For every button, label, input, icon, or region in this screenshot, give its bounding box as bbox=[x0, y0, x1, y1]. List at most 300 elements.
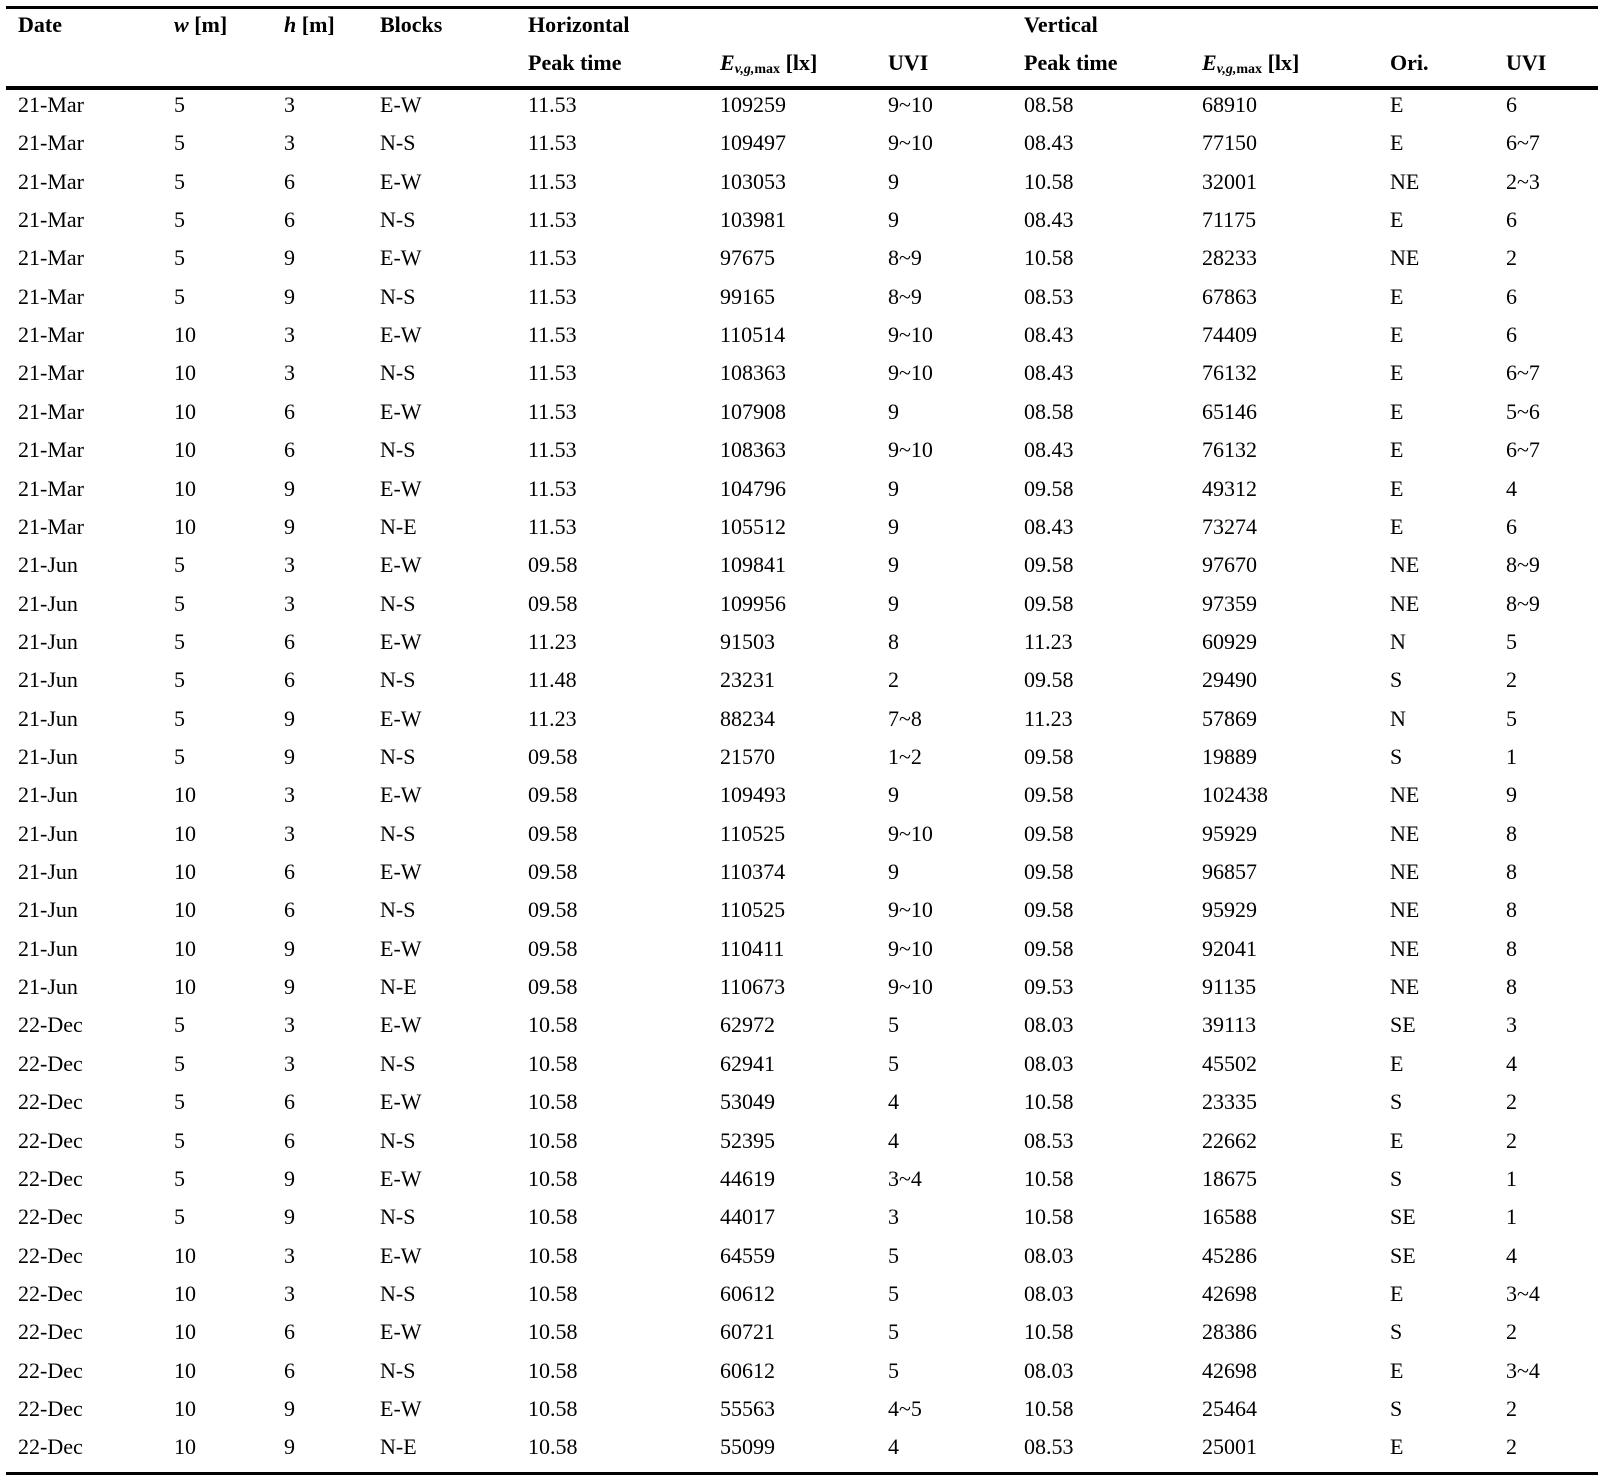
cell-h-uvi: 5 bbox=[888, 1319, 899, 1345]
cell-v-uvi: 5 bbox=[1506, 628, 1517, 654]
header-width-unit: [m] bbox=[188, 12, 228, 37]
cell-orientation: E bbox=[1390, 92, 1404, 117]
cell-h-peak-time: 09.58 bbox=[528, 935, 578, 961]
cell-width: 5 bbox=[174, 1050, 185, 1076]
cell-h-peak-time: 11.23 bbox=[528, 705, 577, 731]
cell-date: 21-Jun bbox=[18, 628, 78, 654]
cell-width: 5 bbox=[174, 1204, 185, 1230]
cell-width: 5 bbox=[174, 1089, 185, 1115]
cell-h-peak-time: 11.53 bbox=[528, 322, 577, 348]
cell-orientation: E bbox=[1390, 283, 1404, 309]
cell-height: 9 bbox=[284, 1165, 295, 1191]
cell-width: 5 bbox=[174, 628, 185, 654]
cell-date: 22-Dec bbox=[18, 1050, 83, 1076]
cell-orientation: E bbox=[1390, 475, 1404, 501]
cell-h-illuminance: 44017 bbox=[720, 1204, 775, 1230]
cell-v-peak-time: 08.53 bbox=[1024, 283, 1074, 309]
cell-v-peak-time: 08.58 bbox=[1024, 92, 1074, 117]
cell-v-peak-time: 08.43 bbox=[1024, 437, 1074, 463]
cell-h-uvi: 8~9 bbox=[888, 283, 922, 309]
cell-v-illuminance: 73274 bbox=[1202, 513, 1257, 539]
cell-h-uvi: 8 bbox=[888, 628, 899, 654]
cell-h-uvi: 9~10 bbox=[888, 130, 933, 156]
cell-h-peak-time: 10.58 bbox=[528, 1242, 578, 1268]
cell-h-peak-time: 10.58 bbox=[528, 1395, 578, 1421]
cell-h-peak-time: 11.53 bbox=[528, 92, 577, 117]
cell-orientation: E bbox=[1390, 1050, 1404, 1076]
cell-h-uvi: 3 bbox=[888, 1204, 899, 1230]
cell-width: 10 bbox=[174, 322, 196, 348]
cell-h-illuminance: 88234 bbox=[720, 705, 775, 731]
header-h-uvi: UVI bbox=[888, 50, 929, 75]
cell-v-illuminance: 76132 bbox=[1202, 360, 1257, 386]
cell-v-peak-time: 09.58 bbox=[1024, 859, 1074, 884]
cell-v-peak-time: 08.43 bbox=[1024, 130, 1074, 156]
cell-h-peak-time: 11.53 bbox=[528, 130, 577, 156]
cell-blocks: E-W bbox=[380, 1242, 422, 1268]
cell-v-illuminance: 25464 bbox=[1202, 1395, 1257, 1421]
cell-h-illuminance: 23231 bbox=[720, 667, 775, 693]
cell-orientation: S bbox=[1390, 744, 1403, 769]
cell-height: 6 bbox=[284, 859, 295, 884]
cell-v-illuminance: 76132 bbox=[1202, 437, 1257, 463]
cell-date: 21-Jun bbox=[18, 744, 78, 769]
cell-width: 10 bbox=[174, 1434, 196, 1460]
cell-v-uvi: 1 bbox=[1506, 744, 1517, 769]
cell-h-peak-time: 10.58 bbox=[528, 1012, 578, 1038]
cell-h-illuminance: 110525 bbox=[720, 897, 786, 923]
cell-v-uvi: 8 bbox=[1506, 974, 1517, 1000]
cell-h-uvi: 4 bbox=[888, 1127, 899, 1153]
cell-height: 6 bbox=[284, 207, 295, 233]
header-h-e-subscript-max: max bbox=[754, 62, 781, 77]
cell-v-illuminance: 97670 bbox=[1202, 552, 1257, 578]
cell-v-uvi: 6 bbox=[1506, 92, 1517, 117]
cell-v-peak-time: 09.58 bbox=[1024, 935, 1074, 961]
cell-blocks: N-S bbox=[380, 1280, 416, 1306]
cell-h-peak-time: 11.53 bbox=[528, 168, 577, 194]
cell-h-illuminance: 110514 bbox=[720, 322, 786, 348]
cell-v-peak-time: 10.58 bbox=[1024, 245, 1074, 271]
header-blocks: Blocks bbox=[380, 12, 443, 37]
cell-v-peak-time: 10.58 bbox=[1024, 1395, 1074, 1421]
cell-width: 10 bbox=[174, 475, 196, 501]
cell-h-peak-time: 09.58 bbox=[528, 859, 578, 884]
cell-v-peak-time: 10.58 bbox=[1024, 168, 1074, 194]
cell-v-uvi: 8~9 bbox=[1506, 590, 1540, 616]
cell-width: 5 bbox=[174, 207, 185, 233]
cell-v-illuminance: 42698 bbox=[1202, 1357, 1257, 1383]
cell-height: 9 bbox=[284, 245, 295, 271]
cell-width: 5 bbox=[174, 130, 185, 156]
cell-orientation: NE bbox=[1390, 782, 1420, 808]
cell-h-peak-time: 09.58 bbox=[528, 552, 578, 578]
cell-v-illuminance: 29490 bbox=[1202, 667, 1257, 693]
cell-h-illuminance: 62972 bbox=[720, 1012, 775, 1038]
cell-v-illuminance: 49312 bbox=[1202, 475, 1257, 501]
cell-v-illuminance: 39113 bbox=[1202, 1012, 1257, 1038]
cell-h-uvi: 9~10 bbox=[888, 935, 933, 961]
cell-v-illuminance: 97359 bbox=[1202, 590, 1257, 616]
cell-h-illuminance: 60612 bbox=[720, 1357, 775, 1383]
cell-height: 3 bbox=[284, 1280, 295, 1306]
cell-orientation: E bbox=[1390, 437, 1404, 463]
header-v-e-subscript: v,g, bbox=[1216, 62, 1237, 77]
cell-date: 22-Dec bbox=[18, 1280, 83, 1306]
cell-width: 5 bbox=[174, 245, 185, 271]
cell-h-peak-time: 10.58 bbox=[528, 1127, 578, 1153]
cell-h-illuminance: 64559 bbox=[720, 1242, 775, 1268]
cell-blocks: N-S bbox=[380, 130, 416, 156]
header-v-e-unit: [lx] bbox=[1262, 50, 1300, 75]
cell-h-uvi: 9 bbox=[888, 552, 899, 578]
cell-h-uvi: 9~10 bbox=[888, 974, 933, 1000]
header-v-peak-time: Peak time bbox=[1024, 50, 1118, 75]
cell-orientation: S bbox=[1390, 1395, 1403, 1421]
cell-v-uvi: 9 bbox=[1506, 782, 1517, 808]
header-v-illuminance bbox=[1202, 50, 1299, 83]
cell-width: 10 bbox=[174, 1280, 196, 1306]
cell-width: 5 bbox=[174, 168, 185, 194]
cell-h-uvi: 9 bbox=[888, 782, 899, 808]
cell-v-peak-time: 10.58 bbox=[1024, 1089, 1074, 1115]
cell-date: 21-Mar bbox=[18, 130, 84, 156]
cell-h-uvi: 9 bbox=[888, 168, 899, 194]
cell-h-illuminance: 109259 bbox=[720, 92, 786, 117]
cell-h-peak-time: 11.53 bbox=[528, 398, 577, 424]
cell-h-uvi: 5 bbox=[888, 1050, 899, 1076]
cell-h-illuminance: 55099 bbox=[720, 1434, 775, 1460]
cell-v-illuminance: 23335 bbox=[1202, 1089, 1257, 1115]
cell-v-uvi: 2 bbox=[1506, 667, 1517, 693]
cell-height: 3 bbox=[284, 1242, 295, 1268]
cell-height: 3 bbox=[284, 130, 295, 156]
cell-h-peak-time: 09.58 bbox=[528, 820, 578, 846]
header-h-e-unit: [lx] bbox=[780, 50, 818, 75]
cell-h-peak-time: 10.58 bbox=[528, 1434, 578, 1460]
cell-height: 3 bbox=[284, 552, 295, 578]
cell-v-uvi: 2 bbox=[1506, 1395, 1517, 1421]
cell-v-peak-time: 08.03 bbox=[1024, 1050, 1074, 1076]
cell-h-illuminance: 103981 bbox=[720, 207, 786, 233]
cell-h-peak-time: 11.53 bbox=[528, 437, 577, 463]
cell-blocks: N-E bbox=[380, 974, 417, 1000]
cell-v-uvi: 3~4 bbox=[1506, 1280, 1540, 1306]
cell-blocks: E-W bbox=[380, 1319, 422, 1345]
cell-h-illuminance: 109841 bbox=[720, 552, 786, 578]
cell-orientation: E bbox=[1390, 360, 1404, 386]
cell-blocks: E-W bbox=[380, 552, 422, 578]
cell-v-uvi: 4 bbox=[1506, 1242, 1517, 1268]
cell-orientation: N bbox=[1390, 705, 1406, 731]
cell-v-uvi: 1 bbox=[1506, 1165, 1517, 1191]
cell-orientation: S bbox=[1390, 1165, 1403, 1191]
cell-date: 21-Jun bbox=[18, 667, 78, 693]
cell-orientation: SE bbox=[1390, 1012, 1416, 1038]
cell-date: 22-Dec bbox=[18, 1357, 83, 1383]
cell-v-illuminance: 77150 bbox=[1202, 130, 1257, 156]
cell-v-peak-time: 10.58 bbox=[1024, 1165, 1074, 1191]
cell-blocks: N-S bbox=[380, 207, 416, 233]
cell-blocks: E-W bbox=[380, 1089, 422, 1115]
cell-date: 22-Dec bbox=[18, 1204, 83, 1230]
cell-v-peak-time: 08.53 bbox=[1024, 1434, 1074, 1460]
cell-date: 21-Mar bbox=[18, 168, 84, 194]
cell-orientation: NE bbox=[1390, 590, 1420, 616]
cell-h-uvi: 5 bbox=[888, 1280, 899, 1306]
cell-width: 5 bbox=[174, 744, 185, 769]
cell-h-illuminance: 110525 bbox=[720, 820, 786, 846]
cell-height: 6 bbox=[284, 1319, 295, 1345]
cell-width: 5 bbox=[174, 283, 185, 309]
cell-v-uvi: 2 bbox=[1506, 1319, 1517, 1345]
cell-width: 10 bbox=[174, 820, 196, 846]
cell-v-illuminance: 45502 bbox=[1202, 1050, 1257, 1076]
cell-blocks: N-S bbox=[380, 1127, 416, 1153]
cell-date: 21-Mar bbox=[18, 92, 84, 117]
cell-height: 3 bbox=[284, 92, 295, 117]
cell-v-uvi: 3 bbox=[1506, 1012, 1517, 1038]
cell-date: 22-Dec bbox=[18, 1319, 83, 1345]
cell-orientation: NE bbox=[1390, 245, 1420, 271]
cell-v-illuminance: 71175 bbox=[1202, 207, 1257, 233]
cell-v-peak-time: 09.58 bbox=[1024, 667, 1074, 693]
cell-date: 21-Mar bbox=[18, 322, 84, 348]
header-height bbox=[284, 12, 335, 38]
cell-width: 10 bbox=[174, 1319, 196, 1345]
cell-width: 10 bbox=[174, 1242, 196, 1268]
cell-v-illuminance: 60929 bbox=[1202, 628, 1257, 654]
cell-orientation: SE bbox=[1390, 1242, 1416, 1268]
cell-h-illuminance: 97675 bbox=[720, 245, 775, 271]
cell-h-peak-time: 11.53 bbox=[528, 207, 577, 233]
cell-orientation: E bbox=[1390, 1357, 1404, 1383]
cell-v-peak-time: 08.03 bbox=[1024, 1280, 1074, 1306]
cell-orientation: E bbox=[1390, 513, 1404, 539]
cell-v-peak-time: 09.58 bbox=[1024, 820, 1074, 846]
cell-v-uvi: 8 bbox=[1506, 897, 1517, 923]
cell-v-illuminance: 95929 bbox=[1202, 820, 1257, 846]
cell-h-illuminance: 110374 bbox=[720, 859, 786, 884]
cell-date: 22-Dec bbox=[18, 1127, 83, 1153]
cell-h-uvi: 5 bbox=[888, 1357, 899, 1383]
cell-height: 9 bbox=[284, 513, 295, 539]
cell-v-uvi: 6 bbox=[1506, 207, 1517, 233]
cell-v-illuminance: 28386 bbox=[1202, 1319, 1257, 1345]
cell-h-uvi: 5 bbox=[888, 1012, 899, 1038]
cell-h-uvi: 9~10 bbox=[888, 437, 933, 463]
cell-h-uvi: 4~5 bbox=[888, 1395, 922, 1421]
cell-v-uvi: 2 bbox=[1506, 245, 1517, 271]
table-bottom-rule bbox=[6, 1472, 1598, 1475]
cell-h-peak-time: 11.53 bbox=[528, 245, 577, 271]
cell-v-illuminance: 45286 bbox=[1202, 1242, 1257, 1268]
cell-orientation: NE bbox=[1390, 859, 1420, 884]
cell-v-illuminance: 102438 bbox=[1202, 782, 1268, 808]
cell-width: 5 bbox=[174, 1012, 185, 1038]
cell-h-uvi: 9 bbox=[888, 513, 899, 539]
cell-h-peak-time: 10.58 bbox=[528, 1280, 578, 1306]
cell-date: 21-Mar bbox=[18, 437, 84, 463]
cell-h-peak-time: 09.58 bbox=[528, 744, 578, 769]
cell-v-illuminance: 57869 bbox=[1202, 705, 1257, 731]
cell-v-uvi: 2 bbox=[1506, 1089, 1517, 1115]
cell-v-uvi: 5~6 bbox=[1506, 398, 1540, 424]
cell-v-uvi: 5 bbox=[1506, 705, 1517, 731]
cell-v-illuminance: 68910 bbox=[1202, 92, 1257, 117]
header-width bbox=[174, 12, 227, 38]
cell-v-peak-time: 08.03 bbox=[1024, 1242, 1074, 1268]
cell-h-illuminance: 105512 bbox=[720, 513, 786, 539]
cell-h-uvi: 3~4 bbox=[888, 1165, 922, 1191]
cell-h-illuminance: 109493 bbox=[720, 782, 786, 808]
cell-height: 9 bbox=[284, 475, 295, 501]
cell-orientation: NE bbox=[1390, 897, 1420, 923]
cell-v-illuminance: 91135 bbox=[1202, 974, 1257, 1000]
cell-v-illuminance: 25001 bbox=[1202, 1434, 1257, 1460]
cell-v-illuminance: 28233 bbox=[1202, 245, 1257, 271]
cell-height: 3 bbox=[284, 782, 295, 808]
cell-v-uvi: 8 bbox=[1506, 935, 1517, 961]
cell-h-illuminance: 91503 bbox=[720, 628, 775, 654]
cell-h-uvi: 4 bbox=[888, 1434, 899, 1460]
cell-orientation: E bbox=[1390, 1280, 1404, 1306]
cell-height: 3 bbox=[284, 1050, 295, 1076]
cell-height: 6 bbox=[284, 897, 295, 923]
cell-orientation: NE bbox=[1390, 820, 1420, 846]
cell-h-illuminance: 55563 bbox=[720, 1395, 775, 1421]
cell-v-peak-time: 09.58 bbox=[1024, 590, 1074, 616]
cell-date: 21-Mar bbox=[18, 283, 84, 309]
cell-v-peak-time: 08.43 bbox=[1024, 322, 1074, 348]
cell-v-uvi: 8 bbox=[1506, 859, 1517, 884]
cell-date: 21-Mar bbox=[18, 475, 84, 501]
cell-orientation: NE bbox=[1390, 552, 1420, 578]
cell-v-peak-time: 08.58 bbox=[1024, 398, 1074, 424]
cell-v-illuminance: 67863 bbox=[1202, 283, 1257, 309]
cell-blocks: N-S bbox=[380, 897, 416, 923]
cell-orientation: E bbox=[1390, 322, 1404, 348]
cell-h-illuminance: 104796 bbox=[720, 475, 786, 501]
cell-v-uvi: 3~4 bbox=[1506, 1357, 1540, 1383]
cell-h-uvi: 9 bbox=[888, 398, 899, 424]
cell-h-peak-time: 10.58 bbox=[528, 1050, 578, 1076]
cell-blocks: E-W bbox=[380, 245, 422, 271]
cell-orientation: NE bbox=[1390, 974, 1420, 1000]
cell-date: 21-Mar bbox=[18, 513, 84, 539]
cell-height: 9 bbox=[284, 705, 295, 731]
cell-v-uvi: 6~7 bbox=[1506, 360, 1540, 386]
cell-h-peak-time: 10.58 bbox=[528, 1319, 578, 1345]
cell-blocks: N-S bbox=[380, 1050, 416, 1076]
cell-height: 6 bbox=[284, 1357, 295, 1383]
cell-v-uvi: 1 bbox=[1506, 1204, 1517, 1230]
cell-date: 22-Dec bbox=[18, 1242, 83, 1268]
cell-v-uvi: 6~7 bbox=[1506, 130, 1540, 156]
cell-v-uvi: 2 bbox=[1506, 1127, 1517, 1153]
cell-date: 21-Jun bbox=[18, 590, 78, 616]
cell-blocks: E-W bbox=[380, 475, 422, 501]
cell-v-peak-time: 11.23 bbox=[1024, 705, 1073, 731]
header-h-peak-time: Peak time bbox=[528, 50, 622, 75]
cell-h-peak-time: 09.58 bbox=[528, 974, 578, 1000]
cell-height: 9 bbox=[284, 283, 295, 309]
cell-orientation: E bbox=[1390, 1127, 1404, 1153]
header-height-unit: [m] bbox=[296, 12, 335, 37]
cell-v-uvi: 4 bbox=[1506, 1050, 1517, 1076]
cell-h-peak-time: 09.58 bbox=[528, 782, 578, 808]
cell-blocks: N-S bbox=[380, 437, 416, 463]
cell-h-uvi: 9 bbox=[888, 859, 899, 884]
cell-h-illuminance: 60721 bbox=[720, 1319, 775, 1345]
cell-h-peak-time: 11.53 bbox=[528, 360, 577, 386]
cell-v-illuminance: 74409 bbox=[1202, 322, 1257, 348]
cell-v-peak-time: 10.58 bbox=[1024, 1319, 1074, 1345]
cell-orientation: E bbox=[1390, 1434, 1404, 1460]
cell-width: 10 bbox=[174, 1395, 196, 1421]
cell-height: 3 bbox=[284, 590, 295, 616]
cell-blocks: N-S bbox=[380, 820, 416, 846]
cell-blocks: N-S bbox=[380, 1357, 416, 1383]
table-header-rule bbox=[6, 86, 1598, 90]
cell-h-peak-time: 11.53 bbox=[528, 475, 577, 501]
cell-v-peak-time: 08.03 bbox=[1024, 1357, 1074, 1383]
cell-orientation: E bbox=[1390, 130, 1404, 156]
cell-width: 10 bbox=[174, 360, 196, 386]
cell-blocks: N-S bbox=[380, 283, 416, 309]
cell-v-peak-time: 09.58 bbox=[1024, 475, 1074, 501]
cell-blocks: N-E bbox=[380, 1434, 417, 1460]
cell-height: 3 bbox=[284, 1012, 295, 1038]
cell-width: 10 bbox=[174, 897, 196, 923]
cell-h-peak-time: 10.58 bbox=[528, 1089, 578, 1115]
cell-height: 3 bbox=[284, 322, 295, 348]
cell-height: 6 bbox=[284, 1127, 295, 1153]
cell-blocks: E-W bbox=[380, 92, 422, 117]
cell-v-illuminance: 19889 bbox=[1202, 744, 1257, 769]
cell-v-peak-time: 09.58 bbox=[1024, 897, 1074, 923]
cell-width: 10 bbox=[174, 437, 196, 463]
cell-orientation: S bbox=[1390, 667, 1403, 693]
cell-blocks: E-W bbox=[380, 1165, 422, 1191]
cell-height: 6 bbox=[284, 1089, 295, 1115]
cell-h-illuminance: 103053 bbox=[720, 168, 786, 194]
cell-width: 10 bbox=[174, 513, 196, 539]
cell-h-uvi: 9~10 bbox=[888, 92, 933, 117]
cell-width: 5 bbox=[174, 92, 185, 117]
cell-date: 22-Dec bbox=[18, 1395, 83, 1421]
cell-v-illuminance: 42698 bbox=[1202, 1280, 1257, 1306]
cell-orientation: N bbox=[1390, 628, 1406, 654]
cell-h-uvi: 9 bbox=[888, 207, 899, 233]
cell-width: 10 bbox=[174, 398, 196, 424]
table-top-rule bbox=[6, 6, 1598, 9]
cell-h-illuminance: 109497 bbox=[720, 130, 786, 156]
cell-v-illuminance: 16588 bbox=[1202, 1204, 1257, 1230]
header-vertical: Vertical bbox=[1024, 12, 1098, 37]
cell-blocks: N-E bbox=[380, 513, 417, 539]
cell-orientation: S bbox=[1390, 1089, 1403, 1115]
cell-date: 22-Dec bbox=[18, 1012, 83, 1038]
cell-blocks: E-W bbox=[380, 398, 422, 424]
cell-h-illuminance: 62941 bbox=[720, 1050, 775, 1076]
cell-v-uvi: 6 bbox=[1506, 283, 1517, 309]
cell-date: 21-Jun bbox=[18, 859, 78, 884]
cell-blocks: N-S bbox=[380, 360, 416, 386]
cell-h-illuminance: 44619 bbox=[720, 1165, 775, 1191]
cell-height: 3 bbox=[284, 360, 295, 386]
cell-date: 21-Jun bbox=[18, 820, 78, 846]
